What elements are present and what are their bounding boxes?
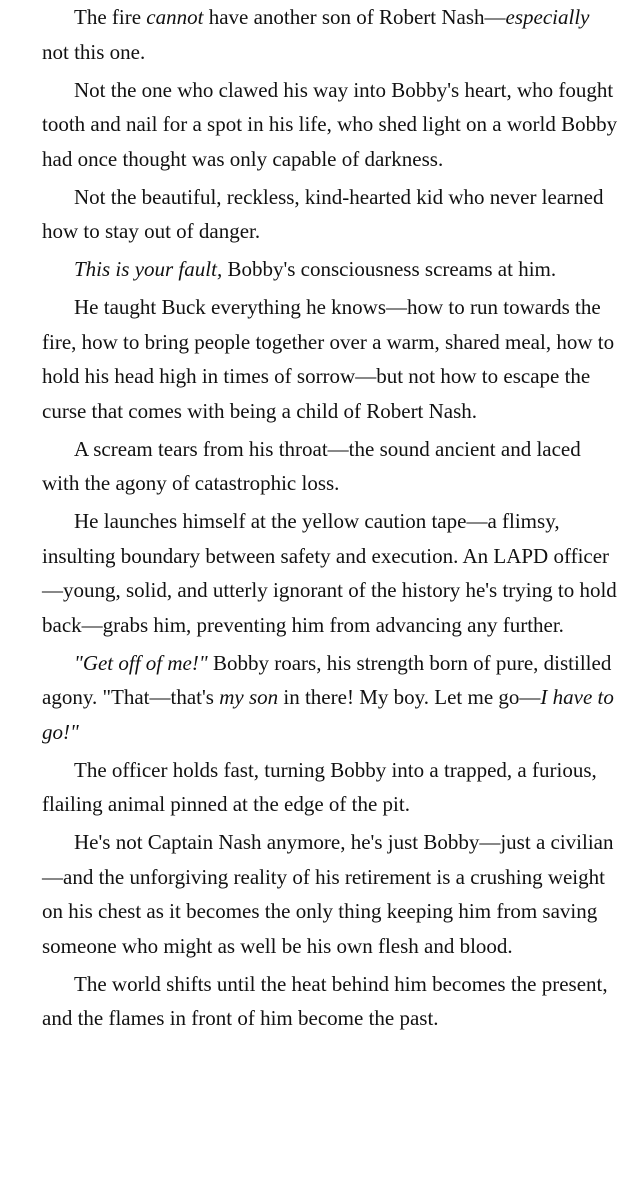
italic-text-segment: I have to go!": [42, 685, 614, 744]
paragraph: [42, 646, 620, 750]
paragraph: [42, 432, 620, 501]
paragraph: [42, 825, 620, 963]
text-segment: The fire: [74, 5, 147, 29]
text-segment: in there! My boy. Let me go—: [278, 685, 541, 709]
italic-text-segment: my son: [219, 685, 279, 709]
paragraph: [42, 753, 620, 822]
paragraph: [42, 252, 620, 287]
text-segment: The world shifts until the heat behind him becomes the present, and the flames in front of him become the past.: [42, 971, 608, 1030]
italic-text-segment: especially: [505, 5, 590, 29]
text-segment: The officer holds fast, turning Bobby into a trapped, a furious, flailing animal pinned at the edge of the pit.: [42, 757, 597, 816]
text-segment: have another son of Robert Nash—: [203, 5, 506, 29]
paragraph: [42, 967, 620, 1036]
text-segment: He taught Buck everything he knows—how to run towards the fire, how to bring people together over a warm, shared meal, how to hold his head high in times of sorrow—but not how to escape the curse that comes with being a child of Robert Nash.: [42, 295, 615, 423]
text-segment: Not the one who clawed his way into Bobby's heart, who fought tooth and nail for a spot in his life, who shed light on a world Bobby had once thought was only capable of darkness.: [42, 77, 618, 171]
text-segment: He's not Captain Nash anymore, he's just Bobby—just a civilian—and the unforgiving reality of his retirement is a crushing weight on his chest as it becomes the only thing keeping him from saving someone who might as well be his own flesh and blood.: [42, 830, 614, 958]
paragraph: [42, 504, 620, 642]
paragraph: [42, 0, 620, 69]
text-segment: not this one.: [42, 39, 146, 64]
text-segment: Not the beautiful, reckless, kind-hearted kid who never learned how to stay out of danger.: [42, 184, 604, 243]
paragraph: [42, 290, 620, 428]
paragraph: [42, 73, 620, 177]
italic-text-segment: This is your fault,: [74, 257, 223, 281]
text-segment: Bobby roars, his strength born of pure, distilled agony. "That—that's: [42, 650, 612, 709]
text-segment: Bobby's consciousness screams at him.: [222, 257, 557, 281]
paragraph: [42, 180, 620, 249]
italic-text-segment: cannot: [146, 5, 204, 29]
text-segment: He launches himself at the yellow caution tape—a flimsy, insulting boundary between safety and execution. An LAPD officer—young, solid, and utterly ignorant of the history he's trying to hold back—grabs him, preventing him from advancing any further.: [42, 509, 617, 637]
italic-text-segment: "Get off of me!": [74, 650, 208, 675]
text-segment: A scream tears from his throat—the sound ancient and laced with the agony of catastrophic loss.: [42, 436, 581, 495]
